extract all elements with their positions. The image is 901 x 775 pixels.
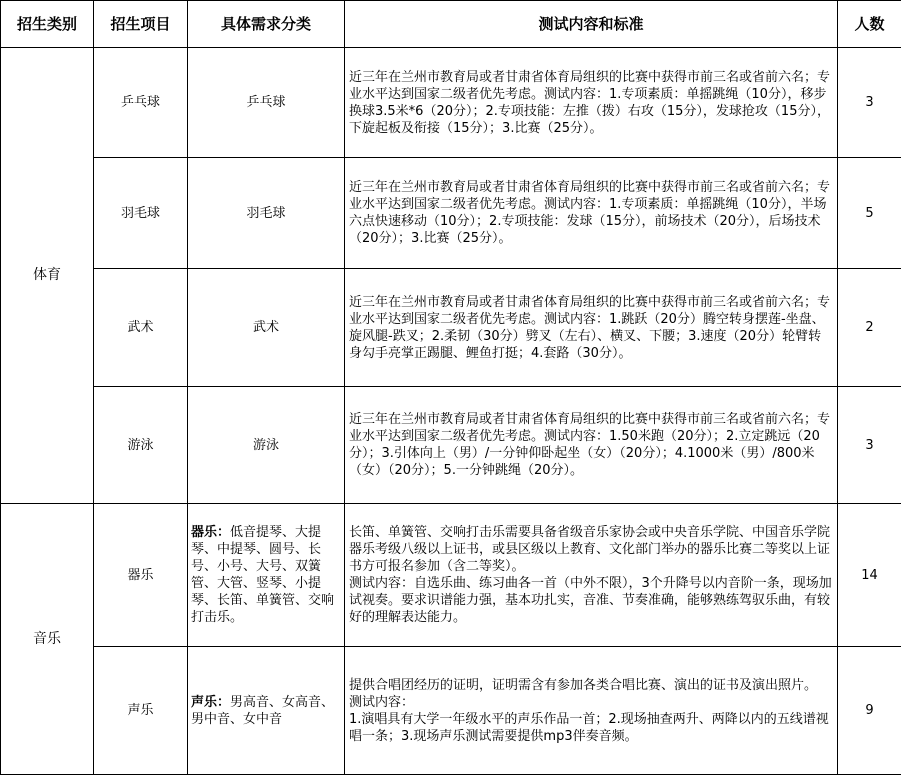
table-row — [1, 504, 901, 647]
table-row — [1, 647, 901, 775]
subtype-text: 男高音、女高音、男中音、女中音 — [191, 694, 335, 727]
header-row — [1, 1, 901, 48]
standard-cell — [345, 504, 838, 647]
item-cell: 乒乓球 — [94, 48, 188, 158]
count-cell: 2 — [838, 269, 901, 387]
subtype-cell: 乒乓球 — [188, 48, 345, 158]
standard-paragraph: 测试内容： — [349, 694, 415, 710]
subtype-cell — [188, 647, 345, 775]
item-cell: 器乐 — [94, 504, 188, 647]
table-row — [1, 48, 901, 158]
subtype-cell — [188, 504, 345, 647]
header-subtype: 具体需求分类 — [188, 1, 345, 48]
standard-cell: 近三年在兰州市教育局或者甘肃省体育局组织的比赛中获得市前三名或省前六名；专业水平达到国家二级者优先考虑。测试内容：1.专项素质：单摇跳绳（10分），移步换球3.5米*6（20分）；2.专项技能：左推（拨）右攻（15分），发球抢攻（15分），下旋起板及衔接（15分）；3.比赛（25分）。 — [345, 48, 838, 158]
header-item: 招生项目 — [94, 1, 188, 48]
standard-cell: 近三年在兰州市教育局或者甘肃省体育局组织的比赛中获得市前三名或省前六名；专业水平达到国家二级者优先考虑。测试内容：1.跳跃（20分）腾空转身摆莲-坐盘、旋风腿-跌叉；2.柔韧（30分）劈叉（左右）、横叉、下腰；3.速度（20分）轮臂转身勾手亮掌正踢腿、鲤鱼打挺；4.套路（30分）。 — [345, 269, 838, 387]
standard-cell: 近三年在兰州市教育局或者甘肃省体育局组织的比赛中获得市前三名或省前六名；专业水平达到国家二级者优先考虑。测试内容：1.50米跑（20分）；2.立定跳远（20分）；3.引体向上（男）/一分钟仰卧起坐（女）（20分）；4.1000米（男）/800米（女）（20分）；5.一分钟跳绳（20分）。 — [345, 387, 838, 504]
count-cell: 3 — [838, 48, 901, 158]
count-cell: 14 — [838, 504, 901, 647]
standard-paragraph: 提供合唱团经历的证明，证明需含有参加各类合唱比赛、演出的证书及演出照片。 — [349, 677, 818, 693]
standard-cell: 近三年在兰州市教育局或者甘肃省体育局组织的比赛中获得市前三名或省前六名；专业水平达到国家二级者优先考虑。测试内容：1.专项素质：单摇跳绳（10分），半场六点快速移动（10分）；2.专项技能：发球（15分），前场技术（20分），后场技术（20分）；3.比赛（25分）。 — [345, 158, 838, 269]
subtype-cell: 游泳 — [188, 387, 345, 504]
subtype-label: 声乐： — [191, 694, 231, 710]
header-standard: 测试内容和标准 — [345, 1, 838, 48]
table-row — [1, 387, 901, 504]
standard-paragraph: 长笛、单簧管、交响打击乐需要具备省级音乐家协会或中央音乐学院、中国音乐学院器乐考级八级以上证书，或县区级以上教育、文化部门举办的器乐比赛二等奖以上证书方可报名参加（含二等奖）。 — [349, 525, 831, 574]
standard-cell — [345, 647, 838, 775]
category-music: 音乐 — [1, 504, 94, 775]
standard-paragraph: 测试内容：自选乐曲、练习曲各一首（中外不限），3个升降号以内音阶一条，现场加试视奏。要求识谱能力强，基本功扎实，音准、节奏准确，能够熟练驾驭乐曲，有较好的理解表达能力。 — [349, 576, 832, 625]
header-count: 人数 — [838, 1, 901, 48]
item-cell: 游泳 — [94, 387, 188, 504]
subtype-cell: 羽毛球 — [188, 158, 345, 269]
subtype-cell: 武术 — [188, 269, 345, 387]
subtype-text: 低音提琴、大提琴、中提琴、圆号、长号、小号、大号、双簧管、大管、竖琴、小提琴、长笛、单簧管、交响打击乐。 — [191, 525, 335, 625]
header-category: 招生类别 — [1, 1, 94, 48]
count-cell: 5 — [838, 158, 901, 269]
table-row — [1, 158, 901, 269]
table-row — [1, 269, 901, 387]
count-cell: 9 — [838, 647, 901, 775]
item-cell: 羽毛球 — [94, 158, 188, 269]
count-cell: 3 — [838, 387, 901, 504]
item-cell: 声乐 — [94, 647, 188, 775]
item-cell: 武术 — [94, 269, 188, 387]
standard-paragraph: 1.演唱具有大学一年级水平的声乐作品一首；2.现场抽查两升、两降以内的五线谱视唱一条；3.现场声乐测试需要提供mp3伴奏音频。 — [349, 711, 829, 744]
subtype-label: 器乐： — [191, 525, 231, 540]
category-sports: 体育 — [1, 48, 94, 504]
